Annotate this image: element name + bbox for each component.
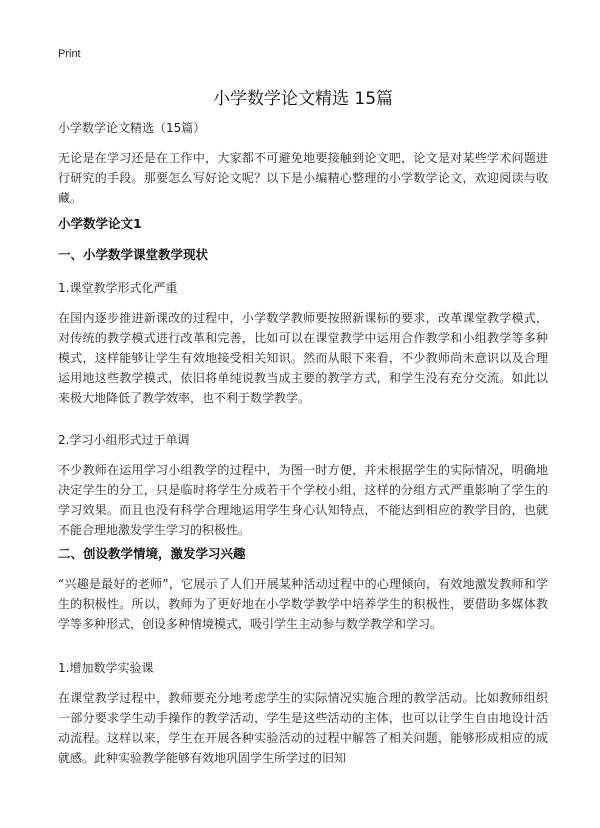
print-link[interactable]: Print <box>58 48 81 60</box>
paragraph-4: 在课堂教学过程中，教师要充分地考虑学生的实际情况实施合理的教学活动。比如教师组织一部分要求学生动手操作的教学活动，学生是这些活动的主体，也可以让学生自由地设计活动流程。这样以来，学生在开展各种实验活动的过程中解答了相关问题，能够形成相应的成就感。此种实验教学能够有效地巩固学生所学过的旧知 <box>58 691 548 765</box>
page-title: 小学数学论文精选 15篇 <box>212 89 394 109</box>
heading-2: 二、创设教学情境，激发学习兴趣 <box>58 546 246 561</box>
heading-1: 一、小学数学课堂教学现状 <box>58 247 209 262</box>
subheading-2: 2.学习小组形式过于单调 <box>58 433 190 447</box>
paragraph-3: “兴趣是最好的老师”，它展示了人们开展某种活动过程中的心理倾向，有效地激发教师和学生的积极性。所以，教师为了更好地在小学数学教学中培养学生的积极性，要借助多媒体教学等多种形式，创设多种情境模式，吸引学生主动参与数学教学和学习。 <box>58 577 548 631</box>
intro-paragraph: 无论是在学习还是在工作中，大家都不可避免地要接触到论文吧，论文是对某些学术问题进行研究的手段。那要怎么写好论文呢？以下是小编精心整理的小学数学论文，欢迎阅读与收藏。 <box>58 151 548 205</box>
section-title: 小学数学论文1 <box>58 216 142 231</box>
paragraph-1: 在国内逐步推进新课改的过程中，小学数学教师要按照新课标的要求，改革课堂教学模式，对传统的教学模式进行改革和完善，比如可以在课堂教学中运用合作教学和小组教学等多种模式，这样能够让学生有效地接受相关知识。然而从眼下来看，不少教师尚未意识以及合理运用地这些教学模式，依旧将单纯说教当成主要的教学方式，和学生没有充分交流。如此以来极大地降低了教学效率，也不利于数学教学。 <box>58 311 548 405</box>
document-subtitle: 小学数学论文精选（15篇） <box>58 121 206 135</box>
subheading-3: 1.增加数学实验课 <box>58 661 154 675</box>
paragraph-2: 不少教师在运用学习小组教学的过程中，为图一时方便，并未根据学生的实际情况，明确地决定学生的分工，只是临时将学生分成若干个学校小组，这样的分组方式严重影响了学生的学习效果。而且也没有科学合理地运用学生身心认知特点，不能达到相应的教学目的，也就不能合理地激发学生学习的积极性。 <box>58 463 548 537</box>
subheading-1: 1.课堂教学形式化严重 <box>58 281 178 295</box>
